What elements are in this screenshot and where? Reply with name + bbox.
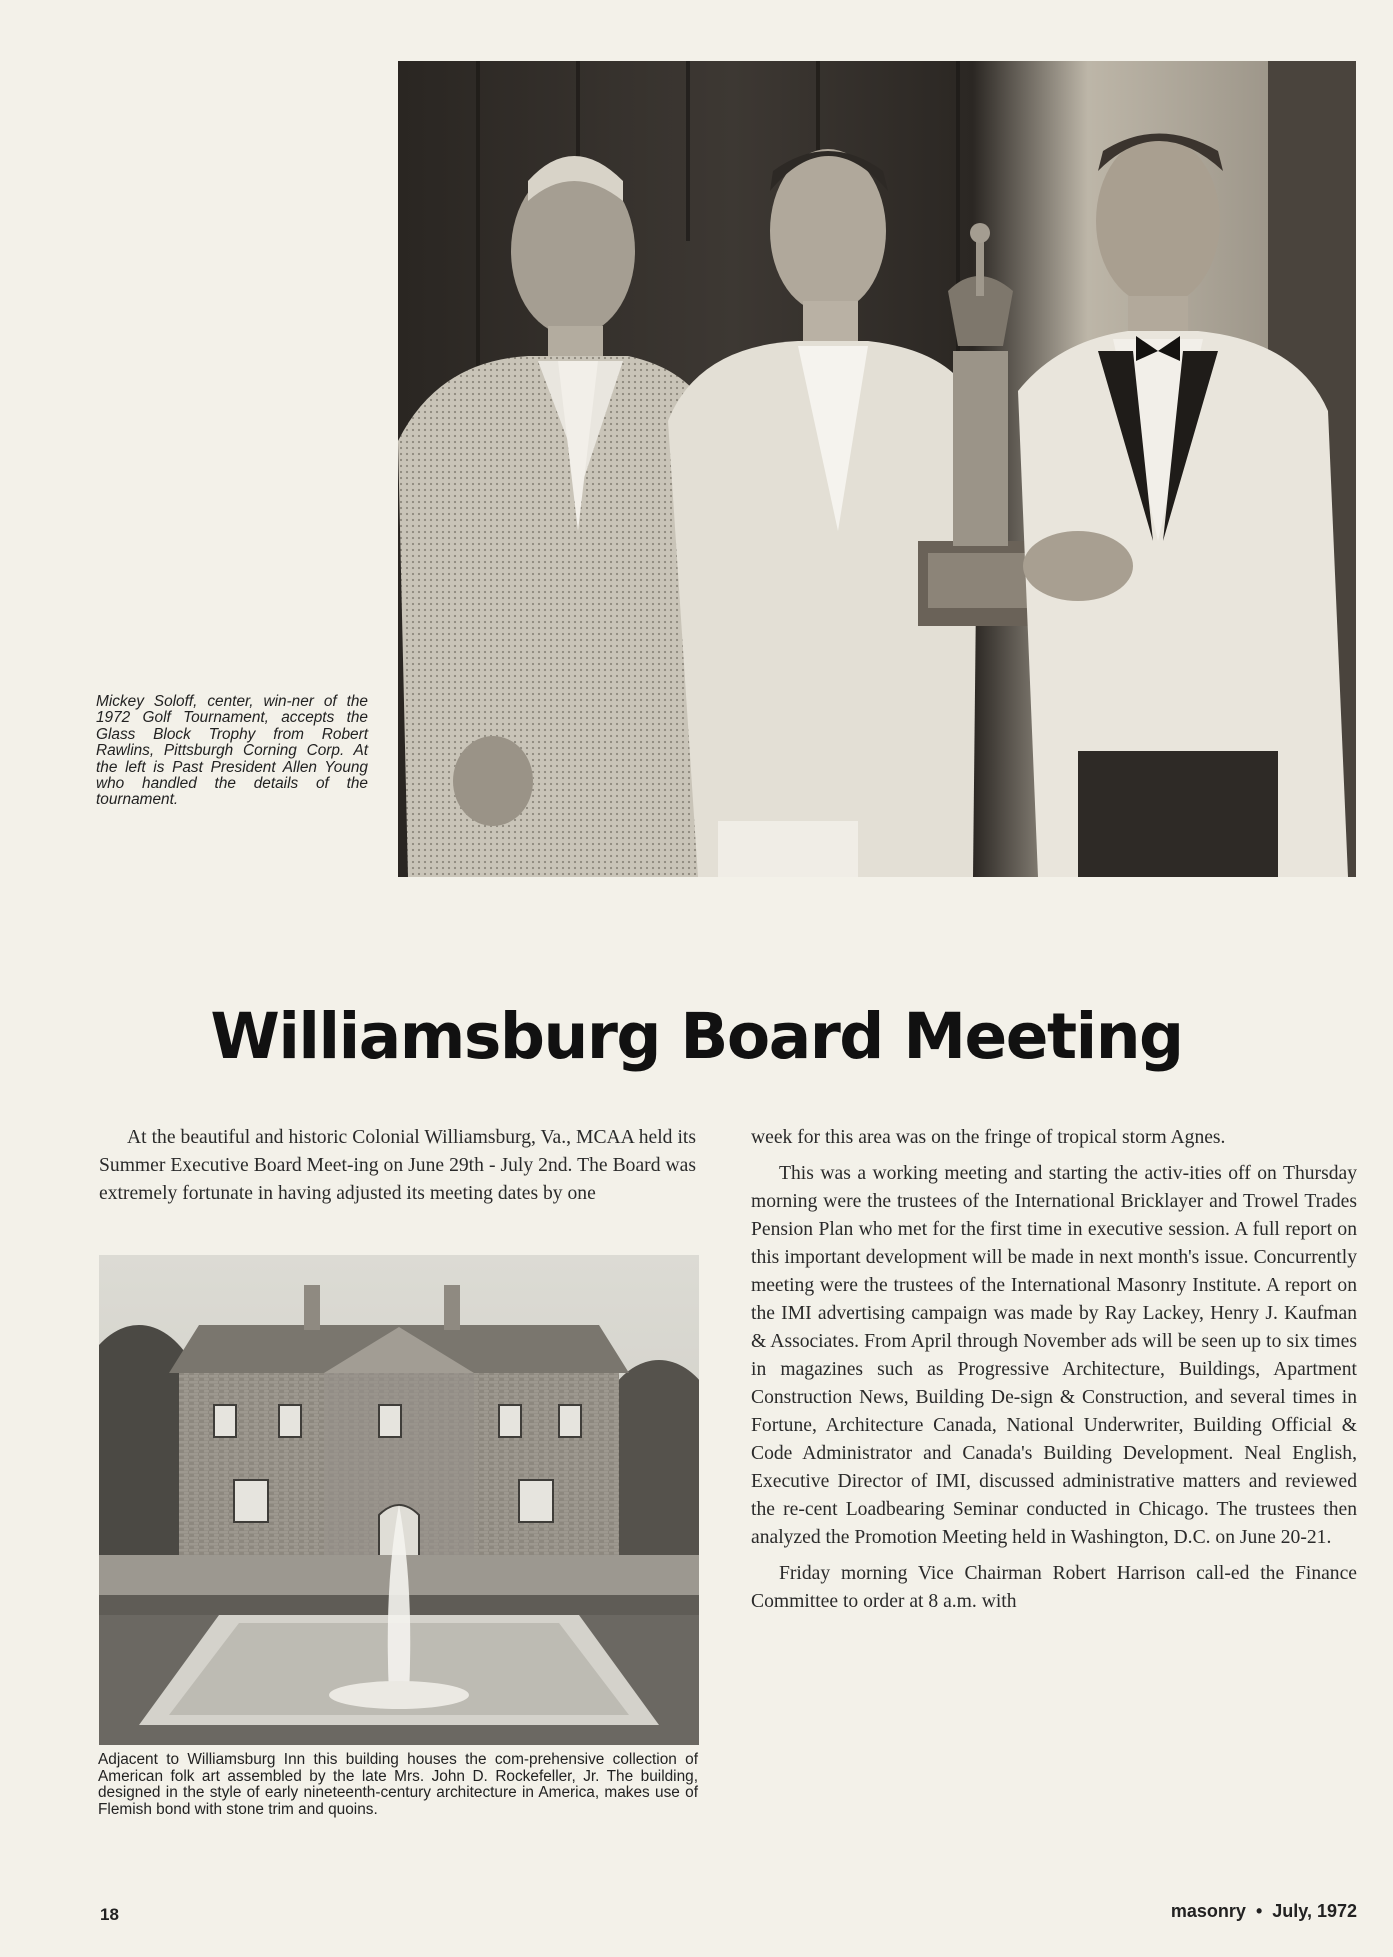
award-photo	[398, 61, 1356, 877]
issue-date: July, 1972	[1272, 1901, 1357, 1921]
right-paragraph-3: Friday morning Vice Chairman Robert Harrison call-ed the Finance Committee to order at 8 a.m. with	[751, 1563, 1357, 1612]
footer-separator: •	[1255, 1901, 1263, 1921]
right-continuation-paragraph: week for this area was on the fringe of tropical storm Agnes.	[751, 1127, 1226, 1148]
left-paragraph-1: At the beautiful and historic Colonial Williamsburg, Va., MCAA held its Summer Executive Board Meet-ing on June 29th - July 2nd. The Board was extremely fortunate in having adjusted its meeting dates by one	[99, 1127, 696, 1204]
footer-publication	[1100, 1901, 1357, 1922]
right-paragraph-2: This was a working meeting and starting the activ-ities off on Thursday morning were the trustees of the International Bricklayer and Trowel Trades Pension Plan who met for the first time in executive session. A full report on this important development will be made in next month's issue. Concurrently meeting were the trustees of the International Masonry Institute. A report on the IMI advertising campaign was made by Ray Lackey, Henry J. Kaufman & Associates. From April through November ads will be seen up to six times in magazines such as Progressive Architecture, Buildings, Apartment Construction News, Building De-sign & Construction, and several times in Fortune, Architecture Canada, National Underwriter, Building Official & Code Administrator and Canada's Building Development. Neal English, Executive Director of IMI, discussed administrative matters and reviewed the re-cent Loadbearing Seminar conducted in Chicago. The trustees then analyzed the Promotion Meeting held in Washington, D.C. on June 20-21.	[751, 1163, 1357, 1548]
page-number: 18	[100, 1905, 119, 1924]
building-photo-caption: Adjacent to Williamsburg Inn this building houses the com-prehensive collection of American folk art assembled by the late Mrs. John D. Rockefeller, Jr. The building, designed in the style of early nineteenth-century architecture in America, makes use of Flemish bond with stone trim and quoins.	[98, 1751, 698, 1818]
article-headline: Williamsburg Board Meeting	[210, 1000, 1183, 1073]
building-photo	[99, 1255, 699, 1745]
top-photo-caption: Mickey Soloff, center, win-ner of the 1972 Golf Tournament, accepts the Glass Block Trophy from Robert Rawlins, Pittsburgh Corning Corp. At the left is Past President Allen Young who handled the details of the tournament.	[96, 693, 368, 809]
left-column-text	[99, 1124, 696, 1208]
magazine-name: masonry	[1170, 1901, 1246, 1921]
right-column-text	[751, 1124, 1357, 1616]
